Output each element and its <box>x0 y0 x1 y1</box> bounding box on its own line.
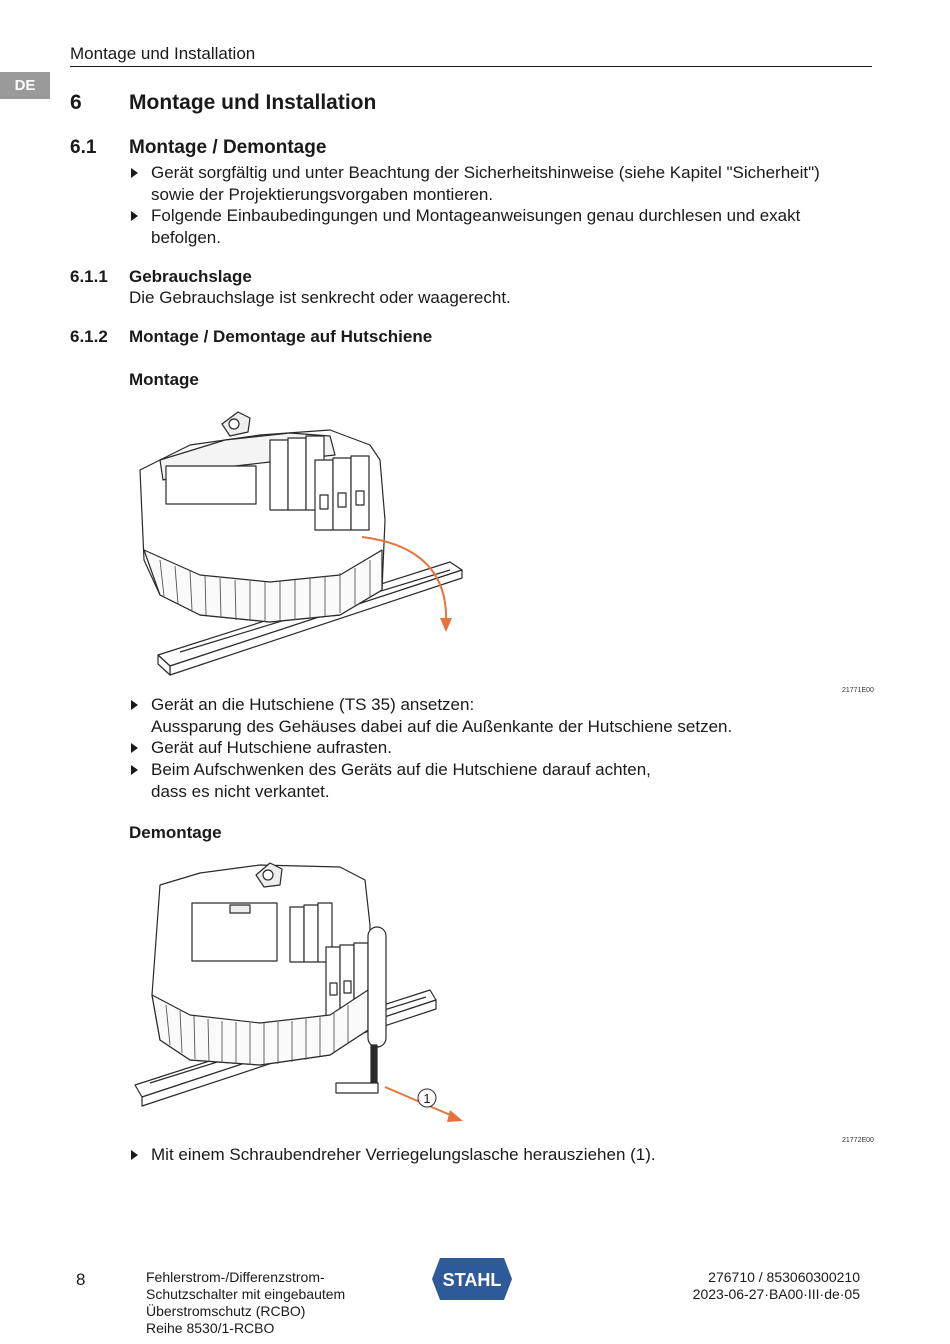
bullet-arrow-icon <box>131 211 138 221</box>
section-title: Montage / Demontage <box>129 137 327 158</box>
subsection-number: 6.1.2 <box>70 327 108 346</box>
page-number: 8 <box>76 1270 86 1289</box>
bullet-arrow-icon <box>131 1150 138 1160</box>
chapter-number: 6 <box>70 91 82 114</box>
paragraph: Die Gebrauchslage ist senkrecht oder waagerecht. <box>129 288 511 307</box>
subsection-title: Gebrauchslage <box>129 267 252 286</box>
montage-illustration <box>130 400 480 690</box>
chapter-title: Montage und Installation <box>129 91 377 114</box>
demontage-heading: Demontage <box>129 823 222 842</box>
bullet-arrow-icon <box>131 168 138 178</box>
demontage-illustration <box>130 855 480 1140</box>
section-number: 6.1 <box>70 137 97 158</box>
figure-code: 21772E00 <box>842 1137 874 1144</box>
subsection-number: 6.1.1 <box>70 267 108 286</box>
figure-code: 21771E00 <box>842 687 874 694</box>
bullet-arrow-icon <box>131 700 138 710</box>
montage-heading: Montage <box>129 370 199 389</box>
running-header: Montage und Installation <box>70 44 256 63</box>
stahl-logo <box>432 1258 512 1300</box>
document-reference: 276710 / 853060300210 2023-06-27·BA00·III·de·05 <box>692 1269 860 1302</box>
svg-text:STAHL: STAHL <box>442 1270 502 1290</box>
subsection-title: Montage / Demontage auf Hutschiene <box>129 327 433 346</box>
bullet-arrow-icon <box>131 743 138 753</box>
bullet-arrow-icon <box>131 765 138 775</box>
callout-number: 1 <box>423 1091 431 1106</box>
language-tab: DE <box>0 72 50 99</box>
header-rule <box>70 66 872 67</box>
product-description: Fehlerstrom-/Differenzstrom- Schutzschalter mit eingebautem Überstromschutz (RCBO) Reihe 8530/1-RCBO <box>146 1269 346 1336</box>
